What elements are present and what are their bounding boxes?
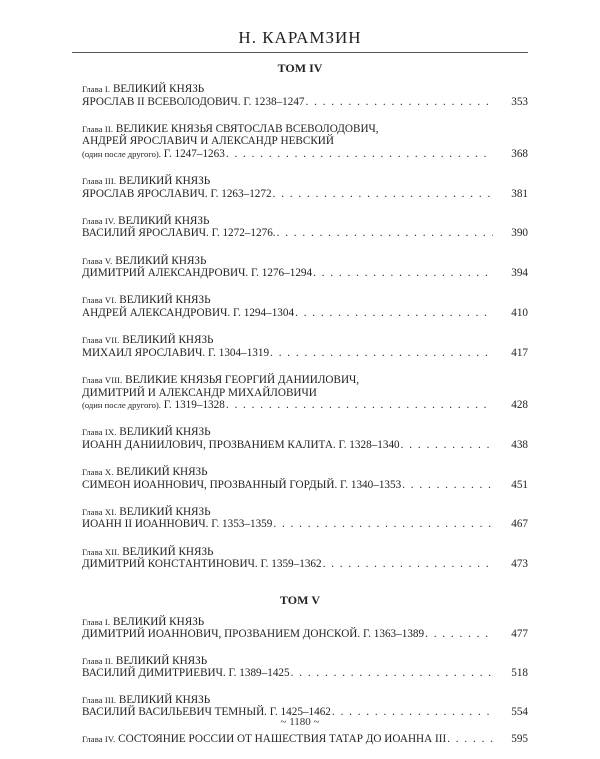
toc-entry[interactable] (82, 255, 528, 280)
toc-entry[interactable] (82, 546, 528, 571)
entry-heading: ВЕЛИКИЙ КНЯЗЬ (119, 334, 214, 347)
page-ref: 451 (511, 478, 528, 491)
entry-heading: ВЕЛИКИЙ КНЯЗЬ (116, 693, 211, 706)
entry-heading-line (82, 546, 494, 559)
entry-title (82, 479, 401, 492)
entry-title-text: СИМЕОН ИОАННОВИЧ, ПРОЗВАННЫЙ ГОРДЫЙ. Г. 1340–1353 (82, 478, 402, 491)
entry-title-line (82, 558, 528, 571)
page-ref: 417 (511, 346, 528, 359)
entry-heading: ВЕЛИКИЙ КНЯЗЬ (112, 254, 207, 267)
page-ref: 390 (511, 227, 528, 240)
toc-entry[interactable] (82, 374, 528, 412)
toc-entry[interactable] (82, 426, 528, 451)
entry-title-text: ЯРОСЛАВ II ВСЕВОЛОДОВИЧ. Г. 1238–1247 (82, 95, 305, 108)
entry-title (82, 667, 290, 680)
entry-title-text: ВАСИЛИЙ ДИМИТРИЕВИЧ. Г. 1389–1425 (82, 667, 290, 680)
chapter-number: Глава IX. (82, 427, 117, 438)
entry-title-text: ИОАНН II ИОАННОВИЧ. Г. 1353–1359 (82, 518, 273, 531)
dot-leader (277, 227, 493, 240)
dot-leader (306, 96, 493, 109)
entry-title-text: ВАСИЛИЙ ЯРОСЛАВИЧ. Г. 1272–1276. (82, 227, 276, 240)
entry-heading-line (82, 83, 494, 96)
entry-title-text: ДИМИТРИЙ АЛЕКСАНДРОВИЧ. Г. 1276–1294 (82, 267, 313, 280)
dot-leader (291, 667, 493, 680)
entry-heading: ВЕЛИКИЙ КНЯЗЬ (116, 294, 211, 307)
running-header: Н. КАРАМЗИН (238, 28, 362, 47)
entry-title-text: Г. 1247–1263 (160, 147, 225, 160)
entry-heading-line (82, 123, 494, 136)
toc-entry[interactable] (82, 733, 528, 746)
chapter-number: Глава I. (82, 84, 111, 94)
chapter-number: Глава VII. (82, 335, 120, 346)
page-ref: 477 (511, 628, 528, 641)
page-ref: 428 (511, 399, 528, 412)
entry-heading-line (82, 334, 494, 347)
chapter-number: Глава III. (82, 176, 117, 187)
page-ref: 368 (511, 147, 528, 160)
entry-title-line (82, 187, 528, 201)
toc-entry[interactable] (82, 123, 528, 161)
chapter-number: Глава XI. (82, 506, 117, 517)
entry-title (82, 96, 305, 109)
dot-leader (425, 628, 493, 641)
toc-entry[interactable] (82, 334, 528, 359)
page-ref: 410 (511, 306, 528, 319)
toc-entry[interactable] (82, 506, 528, 531)
page-ref: 554 (511, 706, 528, 719)
entry-note: (один после другого). (82, 148, 161, 159)
dot-leader (313, 267, 493, 280)
chapter-number: Глава IV. (82, 215, 116, 226)
page-ref: 467 (511, 518, 528, 531)
chapter-number: Глава II. (82, 655, 114, 666)
toc-page (72, 0, 528, 759)
chapter-number: Глава XII. (82, 546, 120, 557)
toc-entry[interactable] (82, 294, 528, 319)
toc-entry[interactable] (82, 616, 528, 641)
entry-title-line (82, 267, 528, 280)
dot-leader (226, 399, 493, 412)
dot-leader (323, 558, 493, 571)
dot-leader (273, 518, 493, 531)
entry-heading: ВЕЛИКИЙ КНЯЗЬ (110, 83, 205, 95)
toc-entry[interactable] (82, 466, 528, 491)
entry-title-line (82, 438, 528, 452)
entry-title-text: МИХАИЛ ЯРОСЛАВИЧ. Г. 1304–1319 (82, 346, 270, 359)
entry-title-line (82, 147, 528, 161)
entry-title-text: АНДРЕЙ АЛЕКСАНДРОВИЧ. Г. 1294–1304 (82, 306, 295, 319)
entry-heading: ВЕЛИКИЕ КНЯЗЬЯ ГЕОРГИЙ ДАНИИЛОВИЧ, (122, 374, 360, 387)
entry-title (82, 188, 272, 201)
dot-leader (447, 733, 493, 746)
entry-title-line (82, 306, 528, 320)
entry-heading: ВЕЛИКИЙ КНЯЗЬ (116, 426, 211, 439)
page-ref: 381 (511, 187, 528, 200)
entry-title (82, 628, 424, 641)
chapter-number: Глава III. (82, 694, 117, 705)
entry-heading-line (82, 694, 494, 707)
chapter-number: Глава VI. (82, 295, 117, 306)
chapter-number: Глава V. (82, 255, 113, 266)
volume-title: ТОМ IV (277, 61, 323, 75)
chapter-number: Глава I. (82, 616, 111, 627)
entry-title (82, 558, 322, 571)
entry-title (82, 399, 225, 412)
dot-leader (295, 307, 493, 320)
toc-entry[interactable] (82, 175, 528, 200)
entry-heading: ВЕЛИКИЙ КНЯЗЬ (113, 654, 208, 667)
entry-heading: ВЕЛИКИЙ КНЯЗЬ (116, 175, 211, 188)
entry-title (82, 518, 272, 531)
dot-leader (401, 439, 493, 452)
header-rule (72, 52, 528, 53)
entry-heading-line (82, 215, 494, 228)
entry-title (82, 307, 294, 320)
entry-title (82, 267, 312, 280)
entry-heading-line (82, 426, 494, 439)
volume-title: ТОМ V (279, 592, 321, 607)
entry-title (82, 347, 269, 360)
page-ref: 473 (511, 558, 528, 571)
entry-heading-line (82, 255, 494, 268)
toc-entry[interactable] (82, 215, 528, 240)
page-ref: 595 (511, 732, 528, 745)
chapter-number: Глава IV. (82, 733, 116, 744)
entry-title-line (82, 399, 528, 412)
entry-subheading: АНДРЕЙ ЯРОСЛАВИЧ И АЛЕКСАНДР НЕВСКИЙ (82, 135, 334, 148)
entry-title-text: ДИМИТРИЙ КОНСТАНТИНОВИЧ. Г. 1359–1362 (82, 558, 322, 571)
entry-title-text: Г. 1319–1328 (160, 399, 225, 412)
entry-heading: ВЕЛИКИЙ КНЯЗЬ (110, 615, 205, 628)
entry-heading: ВЕЛИКИЙ КНЯЗЬ (115, 214, 210, 227)
entry-title-line (82, 518, 528, 531)
entry-subheading: ДИМИТРИЙ И АЛЕКСАНДР МИХАЙЛОВИЧИ (82, 386, 317, 399)
dot-leader (226, 148, 493, 161)
toc-entry[interactable] (82, 83, 528, 108)
entry-heading-line (82, 175, 494, 188)
entry-title-line (82, 478, 528, 492)
entry-heading-line (82, 466, 494, 479)
entry-title-line (82, 95, 528, 109)
chapter-number: Глава X. (82, 467, 114, 478)
entry-heading-line (82, 506, 494, 519)
dot-leader (270, 347, 493, 360)
entry-title-line (82, 346, 528, 360)
entry-title-text: ДИМИТРИЙ ИОАННОВИЧ, ПРОЗВАНИЕМ ДОНСКОЙ. Г. 1363–1389 (82, 628, 425, 641)
entry-title-line (82, 227, 528, 240)
entry-note: (один после другого). (82, 400, 161, 411)
page-ref: 353 (511, 95, 528, 108)
entry-title (82, 148, 225, 161)
entry-heading: ВЕЛИКИЙ КНЯЗЬ (113, 466, 208, 479)
entry-title (82, 439, 400, 452)
entry-heading-line (82, 294, 494, 307)
entry-heading-line (82, 655, 494, 668)
entry-heading-line (82, 374, 494, 387)
chapter-number: Глава II. (82, 123, 114, 134)
entry-heading: ВЕЛИКИЙ КНЯЗЬ (119, 545, 214, 558)
entry-title-line (82, 628, 528, 641)
page-ref: 518 (511, 667, 528, 680)
entry-title-line (82, 667, 528, 680)
page-ref: 394 (511, 267, 528, 280)
dot-leader (273, 188, 493, 201)
entry-title-text: СОСТОЯНИЕ РОССИИ ОТ НАШЕСТВИЯ ТАТАР ДО ИОАННА III (115, 732, 447, 745)
entry-title (82, 227, 276, 240)
toc-volumes (72, 61, 528, 745)
entry-heading: ВЕЛИКИЙ КНЯЗЬ (116, 505, 211, 518)
page-number: ~ 1180 ~ (280, 716, 320, 728)
entry-heading: ВЕЛИКИЕ КНЯЗЬЯ СВЯТОСЛАВ ВСЕВОЛОДОВИЧ, (113, 122, 379, 135)
entry-heading-line (82, 616, 494, 629)
entry-title-text: ЯРОСЛАВ ЯРОСЛАВИЧ. Г. 1263–1272 (82, 187, 272, 200)
entry-title-text: ВАСИЛИЙ ВАСИЛЬЕВИЧ ТЕМНЫЙ. Г. 1425–1462 (82, 706, 331, 719)
entry-title-line (82, 732, 528, 746)
entry-title-text: ИОАНН ДАНИИЛОВИЧ, ПРОЗВАНИЕМ КАЛИТА. Г. 1328–1340 (82, 438, 400, 451)
page-ref: 438 (511, 438, 528, 451)
toc-entry[interactable] (82, 655, 528, 680)
entry-title (82, 733, 446, 746)
chapter-number: Глава VIII. (82, 375, 123, 386)
dot-leader (402, 479, 493, 492)
